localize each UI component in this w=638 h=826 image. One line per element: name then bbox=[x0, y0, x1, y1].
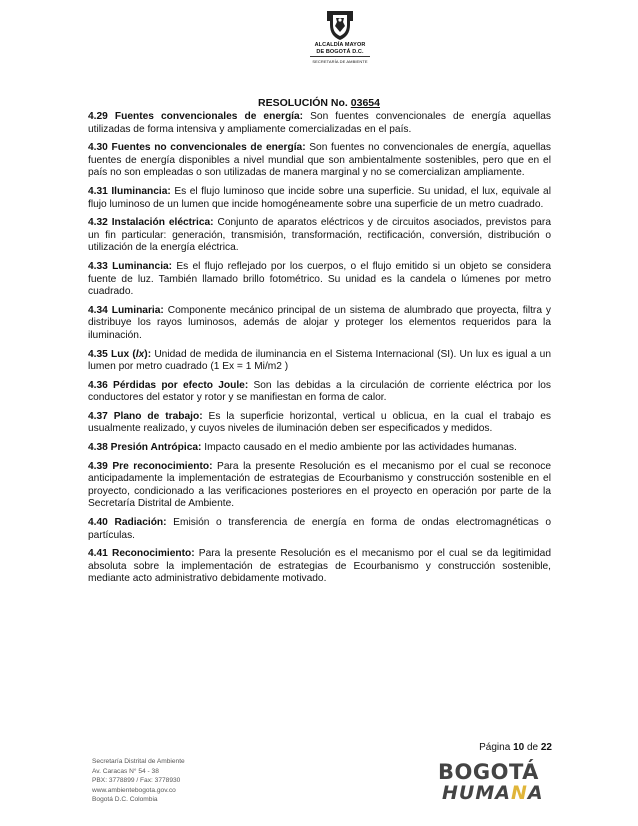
definition-paragraph bbox=[88, 305, 551, 343]
page-number bbox=[479, 742, 552, 753]
footer-contact bbox=[92, 757, 185, 805]
definition-term: 4.41 Reconocimiento: bbox=[88, 548, 195, 560]
definition-text: Son fuentes no convencionales de energía, aquellas fuentes de energía disponibles a nivel mundial que son ambientalmente sostenibles, pero que en el país no son empleadas o son utilizadas de manera marginal y no se comercializan ampliamente. bbox=[88, 142, 551, 179]
definition-paragraph bbox=[88, 217, 551, 255]
resolution-title bbox=[0, 97, 638, 109]
page-number-separator: de bbox=[526, 742, 539, 753]
definition-text: Conjunto de aparatos eléctricos y de circuitos asociados, previstos para un fin particular: generación, transmisión, transformación, rectificación, conversión, distribución o utilización de la energía eléctrica. bbox=[88, 217, 551, 254]
definition-term: 4.35 Lux ( bbox=[88, 348, 136, 360]
brand-letter: M bbox=[475, 782, 496, 804]
definition-term: 4.33 Luminancia: bbox=[88, 260, 173, 272]
definition-text: Es el flujo luminoso que incide sobre una superficie. Su unidad, el lux, equivale al flujo luminoso de un lumen que incide homogéneamente sobre una superficie de un metro cuadrado. bbox=[88, 185, 551, 210]
definition-term: 4.37 Plano de trabajo: bbox=[88, 410, 203, 422]
definition-paragraph bbox=[88, 548, 551, 586]
document-body bbox=[88, 111, 551, 592]
definition-text: Es la superficie horizontal, vertical u oblicua, en la cual el trabajo es usualmente realizado, y cuyos niveles de iluminación deben ser especificados y medidos. bbox=[88, 410, 551, 435]
page-number-total: 22 bbox=[540, 742, 552, 753]
definition-term-end: ): bbox=[144, 348, 152, 360]
definition-term: 4.29 Fuentes convencionales de energía: bbox=[88, 111, 304, 122]
brand-letter: H bbox=[442, 782, 459, 804]
definition-text: Componente mecánico principal de un sistema de alumbrado que proyecta, filtra y distribuye los rayos luminosos, además de alojar y proteger los elementos requeridos para la iluminación. bbox=[88, 304, 551, 341]
definition-paragraph bbox=[88, 349, 551, 374]
definition-term: 4.38 Presión Antrópica: bbox=[88, 442, 202, 454]
definition-term: 4.30 Fuentes no convencionales de energía: bbox=[88, 142, 306, 154]
logo-line-3: SECRETARÍA DE AMBIENTE bbox=[312, 59, 368, 64]
definition-term: 4.31 Iluminancia: bbox=[88, 185, 171, 197]
definition-paragraph bbox=[88, 461, 551, 511]
definition-text: Para la presente Resolución es el mecanismo por el cual se da legitimidad absoluta sobre la implementación de estrategias de Ecourbanismo y construcción sostenible, mediante acto administrativo debidamente motivado. bbox=[88, 548, 551, 585]
definition-term: 4.36 Pérdidas por efecto Joule: bbox=[88, 379, 249, 391]
footer-contact-line: Secretaría Distrital de Ambiente bbox=[92, 758, 185, 765]
definition-term-symbol: lx bbox=[135, 348, 145, 360]
definition-term: 4.39 Pre reconocimiento: bbox=[88, 460, 213, 472]
definition-text: Para la presente Resolución es el mecanismo por el cual se reconoce anticipadamente la implementación de estrategias de Ecourbanismo y construcción sostenible en el proyecto, condicionado a las verificaciones posteriores en el proyecto en operación por parte de la Secretaría Distrital de Ambiente. bbox=[88, 460, 551, 510]
definition-text: Unidad de medida de iluminancia en el Sistema Internacional (SI). Un lux es igual a un lumen por metro cuadrado (1 Ex = 1 Mi/m2 ) bbox=[88, 348, 551, 373]
page-number-current: 10 bbox=[513, 742, 525, 753]
brand-letter: U bbox=[458, 782, 476, 804]
resolution-label: RESOLUCIÓN No. bbox=[258, 97, 348, 109]
definition-text: Impacto causado en el medio ambiente por las actividades humanas. bbox=[201, 442, 517, 454]
brand-letter: A bbox=[495, 782, 511, 804]
definition-paragraph bbox=[88, 111, 551, 136]
definition-term: 4.32 Instalación eléctrica: bbox=[88, 217, 214, 229]
definition-paragraph bbox=[88, 517, 551, 542]
brand-letter: N bbox=[510, 782, 528, 804]
definition-paragraph bbox=[88, 261, 551, 299]
resolution-number: 03654 bbox=[350, 97, 380, 109]
bogota-coat-of-arms-icon bbox=[323, 8, 357, 42]
definition-text: Emisión o transferencia de energía en forma de ondas electromagnéticas o partículas. bbox=[88, 517, 551, 541]
header-logo bbox=[280, 8, 400, 66]
definition-paragraph bbox=[88, 142, 551, 180]
footer-contact-line: PBX: 3778899 / Fax: 3778930 bbox=[92, 777, 181, 785]
definition-text: Es el flujo reflejado por los cuerpos, o el flujo emitido si un objeto se considera fuente de luz. También llamado brillo fotométrico. Su unidad es la candela o lúmenes por metro cuadrado. bbox=[88, 260, 551, 298]
footer-contact-line: Av. Caracas N° 54 - 38 bbox=[92, 767, 159, 775]
brand-top: BOGOTÁ bbox=[438, 760, 539, 784]
footer-contact-line: Bogotá D.C. Colombia bbox=[92, 796, 158, 804]
definition-paragraph bbox=[88, 411, 551, 436]
definition-paragraph bbox=[88, 380, 551, 405]
logo-line-1: ALCALDÍA MAYOR bbox=[314, 42, 366, 48]
definition-text: Son fuentes convencionales de energía aquellas utilizadas de forma intensiva y ampliamente comercializadas en el país. bbox=[88, 111, 551, 135]
definition-term: 4.34 Luminaria: bbox=[88, 304, 164, 316]
definition-paragraph bbox=[88, 442, 551, 455]
definition-text: Son las debidas a la circulación de corriente eléctrica por los conductores del estator y rotor y se manifiestan en forma de calor. bbox=[88, 379, 551, 404]
brand-letter: A bbox=[527, 782, 544, 804]
logo-divider bbox=[310, 56, 370, 57]
footer-contact-line: www.ambientebogota.gov.co bbox=[92, 786, 176, 794]
bogota-humana-logo bbox=[438, 761, 548, 809]
brand-bottom bbox=[442, 783, 548, 803]
logo-line-2: DE BOGOTÁ D.C. bbox=[316, 48, 364, 55]
definition-term: 4.40 Radiación: bbox=[88, 517, 167, 529]
page-number-prefix: Página bbox=[479, 742, 511, 753]
definition-paragraph bbox=[88, 186, 551, 211]
